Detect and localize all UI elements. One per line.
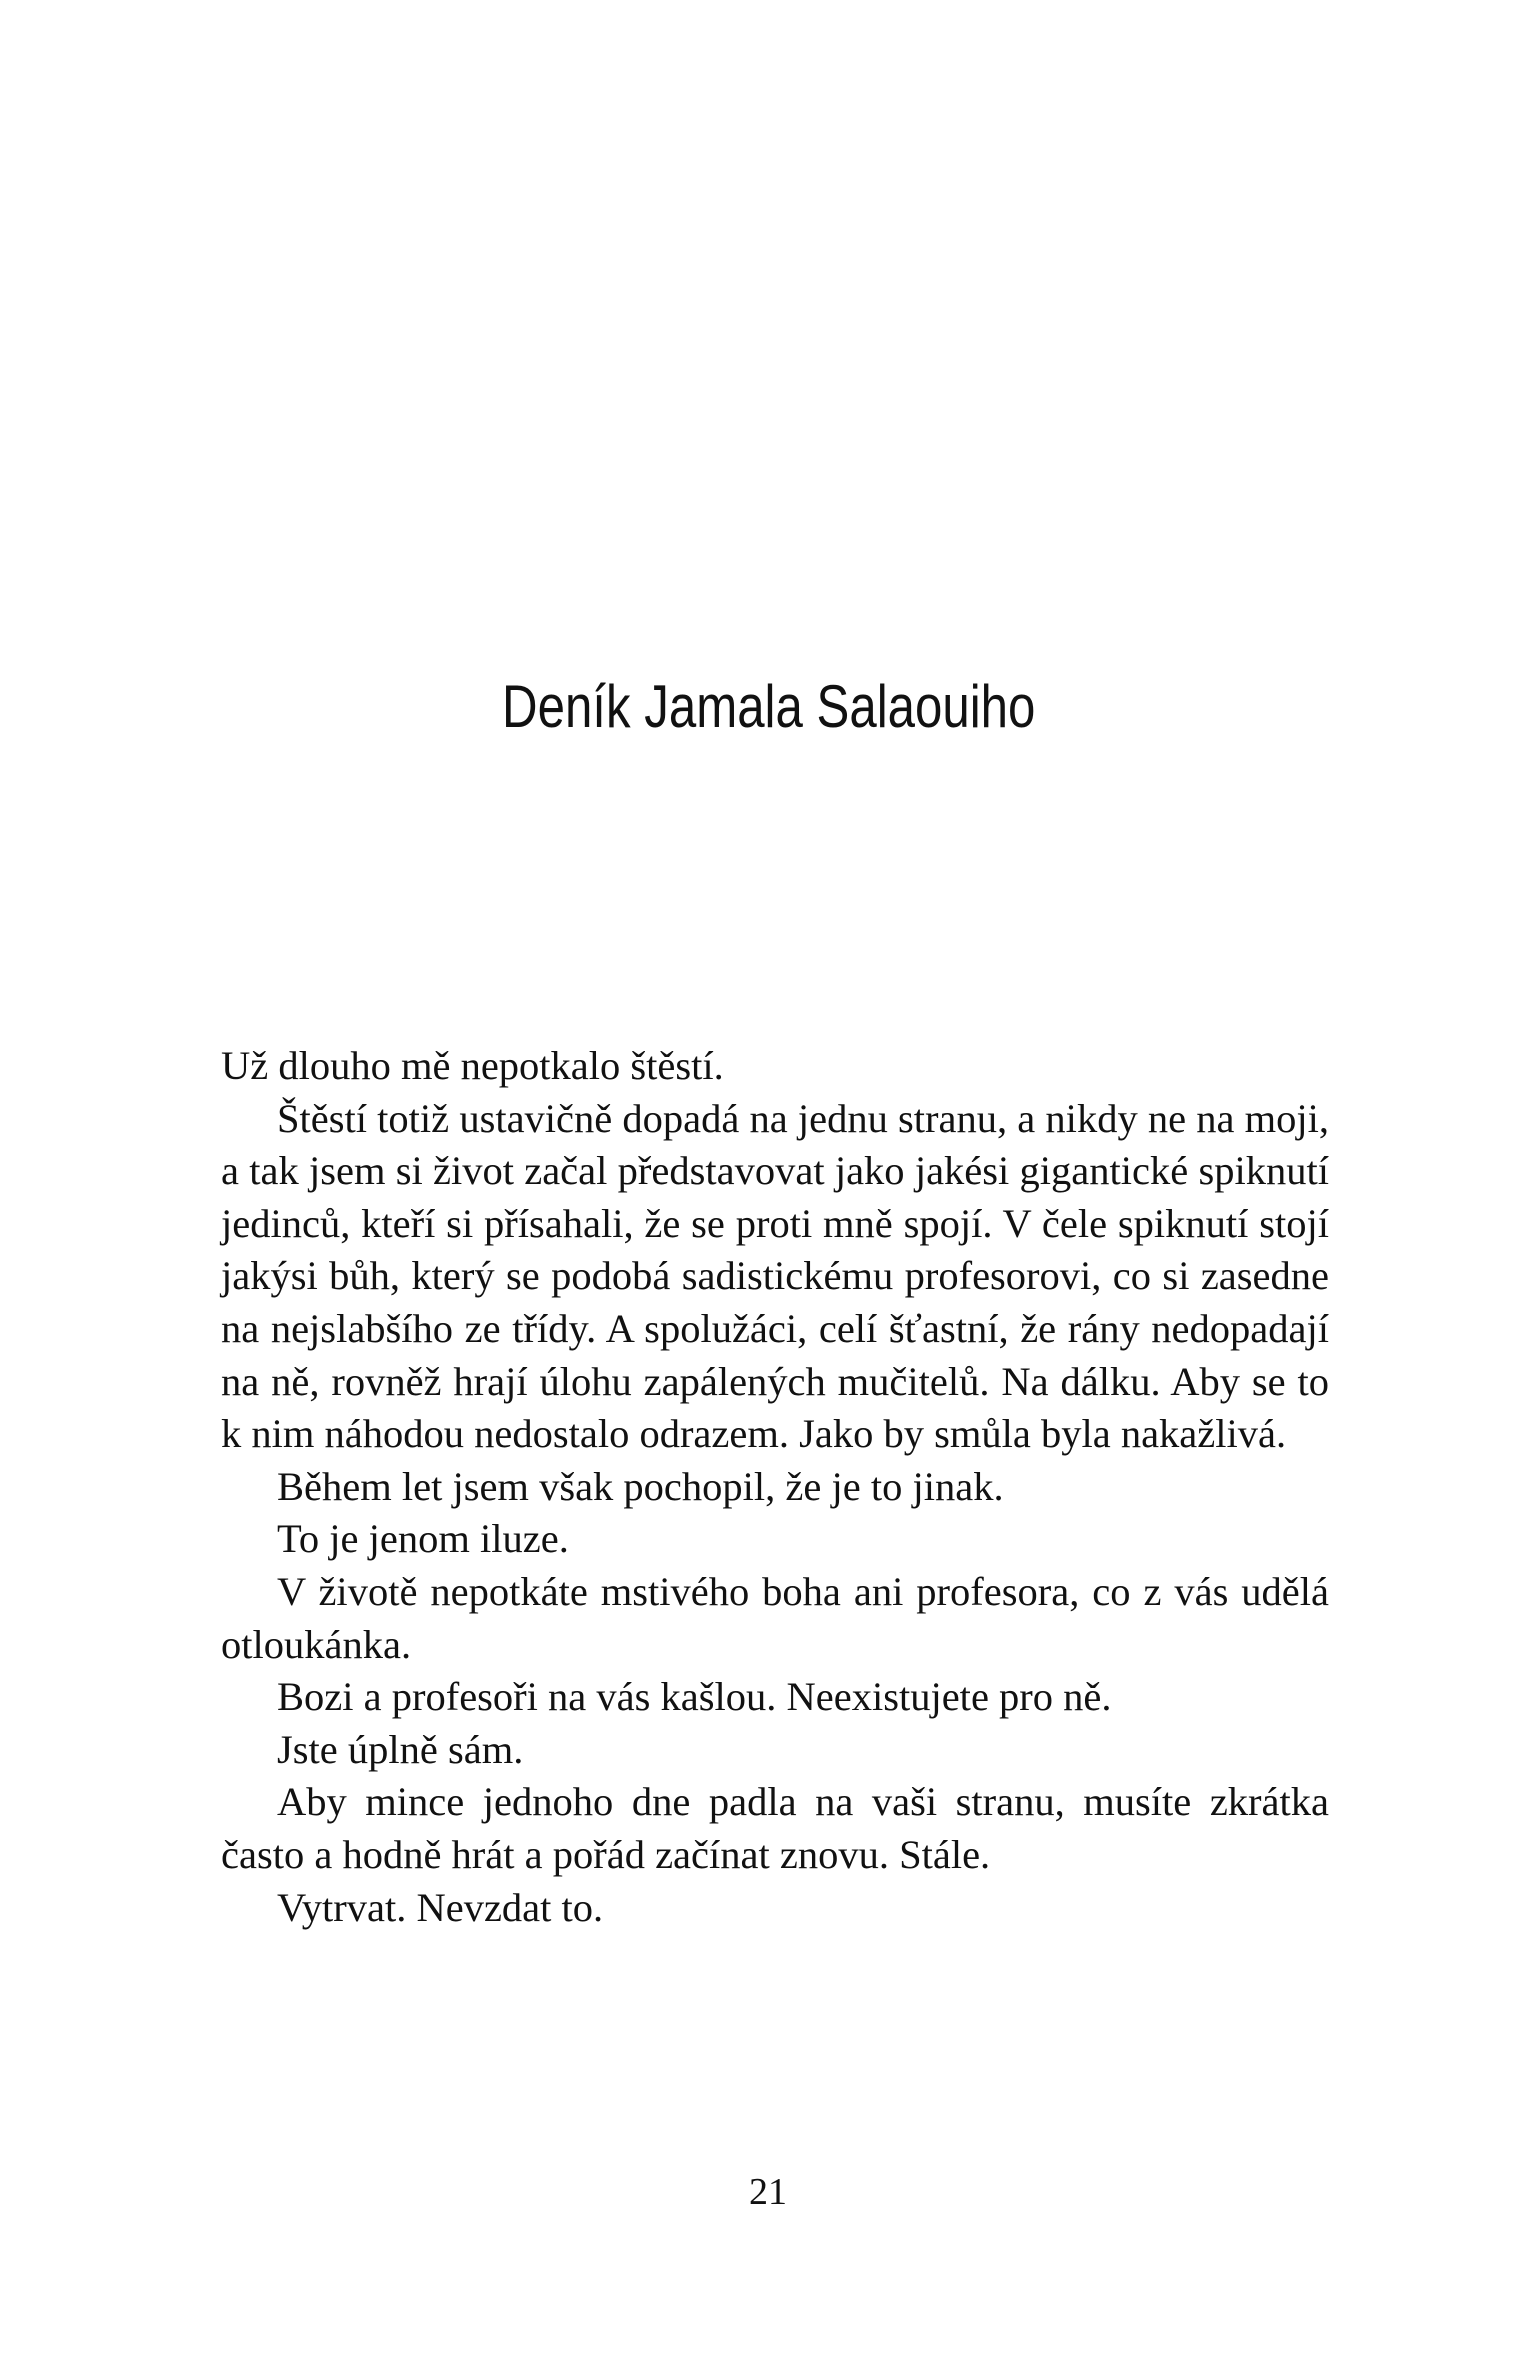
paragraph: Vytrvat. Nevzdat to. [277,1884,604,1930]
paragraph: Štěstí totiž ustavičně dopadá na jednu stranu, a nikdy ne na moji, a tak jsem si život začal představovat jako jakési gigantické spiknutí jedinců, kteří si přísahali, že se proti mně spojí. V čele spiknutí stojí jakýsi bůh, který se podobá sadistickému profesorovi, co si zasedne na nejslabšího ze třídy. A spolužáci, celí šťastní, že rány nedopadají na ně, rovněž hrají úlohu zapálených mučitelů. Na dálku. Aby se to k nim náhodou nedostalo odrazem. Jako by smůla byla nakažlivá. [221,1095,1329,1457]
paragraph: To je jenom iluze. [277,1516,569,1562]
paragraph: Jste úplně sám. [277,1726,524,1772]
page-number: 21 [749,2171,787,2213]
paragraph: Během let jsem však pochopil, že je to jinak. [277,1463,1004,1509]
paragraph: Aby mince jednoho dne padla na vaši stranu, musíte zkrátka často a hodně hrát a pořád začínat znovu. Stále. [221,1779,1329,1877]
paragraph: Už dlouho mě nepotkalo štěstí. [221,1043,724,1088]
paragraph: Bozi a profesoři na vás kašlou. Neexistujete pro ně. [277,1674,1112,1720]
body-text [221,1040,1329,1934]
paragraph: V životě nepotkáte mstivého boha ani profesora, co z vás udělá otloukánka. [221,1568,1329,1667]
chapter-title: Deník Jamala Salaouiho [502,673,1036,740]
